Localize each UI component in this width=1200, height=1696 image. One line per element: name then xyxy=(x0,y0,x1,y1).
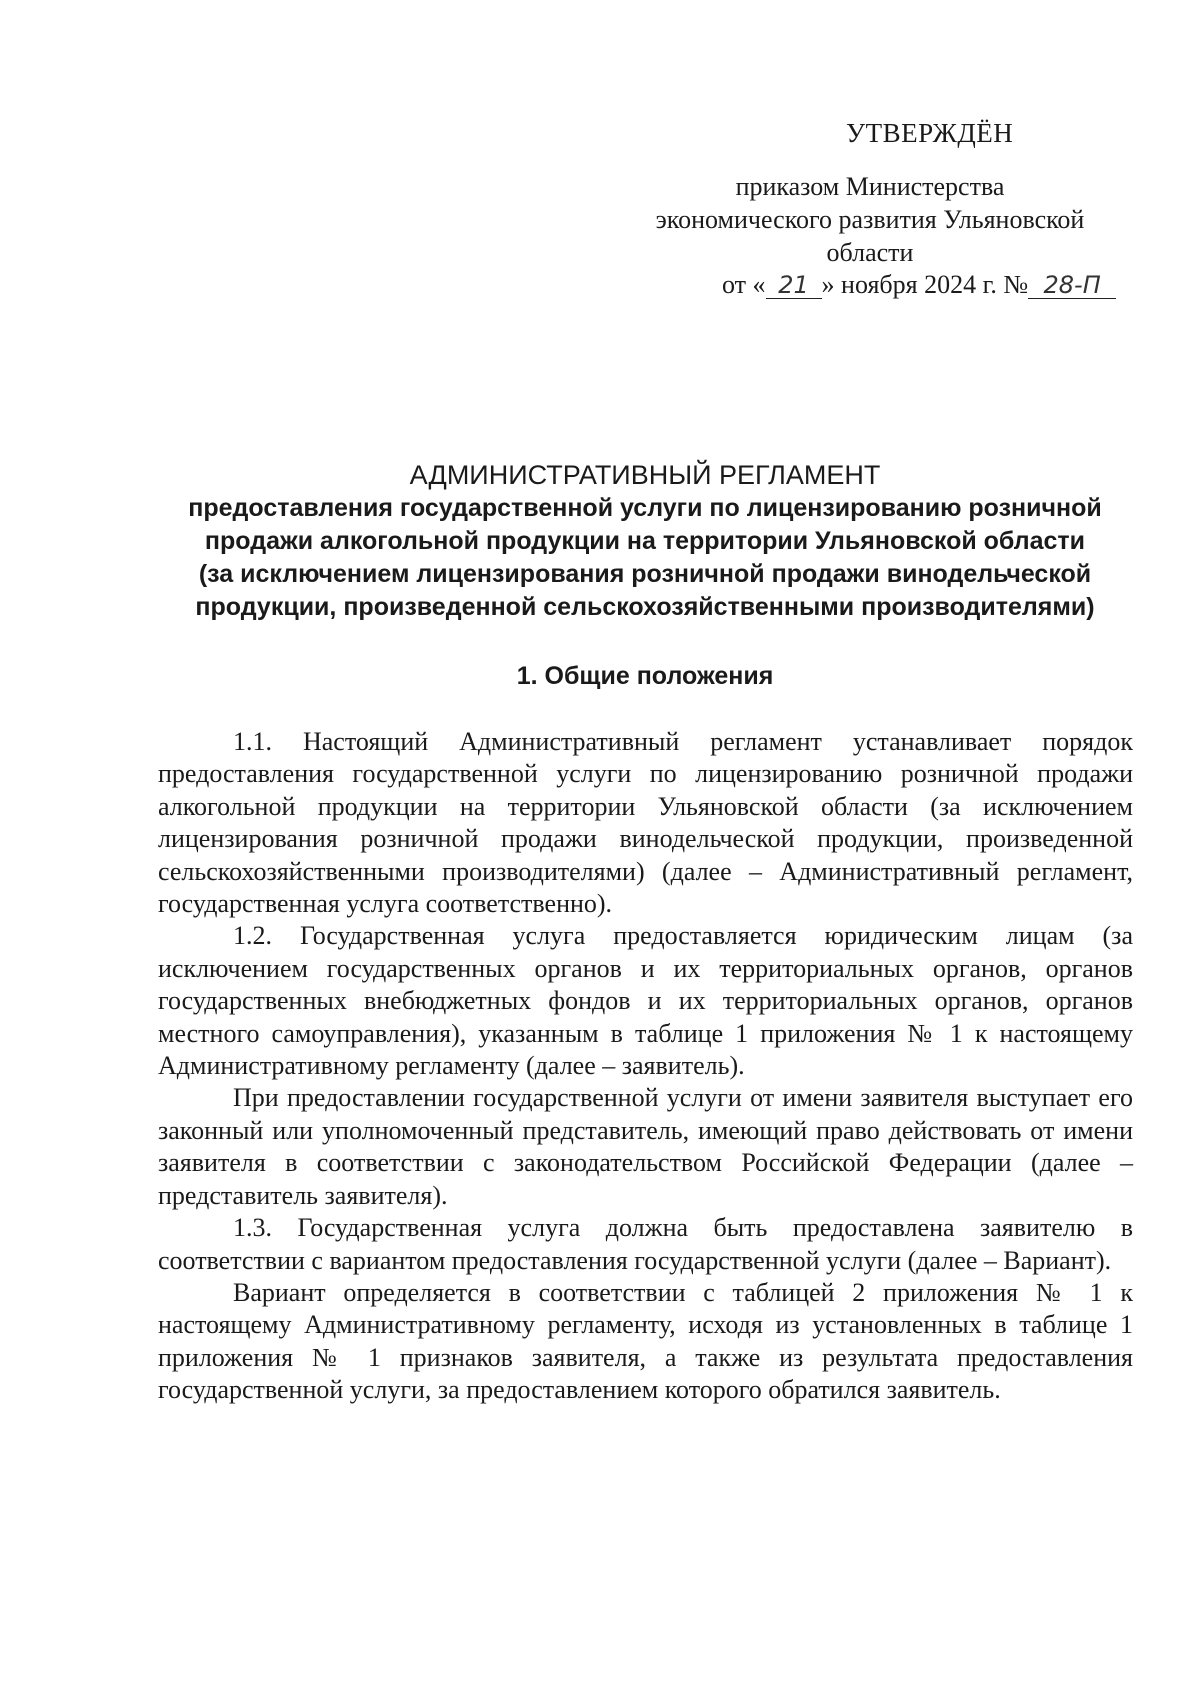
approval-order-line: экономического развития Ульяновской xyxy=(655,205,1085,234)
document-body xyxy=(158,726,1133,1407)
paragraph: При предоставлении государственной услуги от имени заявителя выступает его законный или уполномоченный представитель, имеющий право действовать от имени заявителя в соответствии с законодательством Российской Федерации (далее – представитель заявителя). xyxy=(158,1083,1133,1210)
document-title-block xyxy=(160,458,1130,624)
paragraph: 1.3. Государственная услуга должна быть предоставлена заявителю в соответствии с вариантом предоставления государственной услуги (далее – Вариант). xyxy=(158,1213,1133,1275)
approval-order-text xyxy=(600,170,1140,269)
order-date-line xyxy=(722,270,1116,300)
paragraph: 1.1. Настоящий Административный регламент устанавливает порядок предоставления государственной услуги по лицензированию розничной продажи алкогольной продукции на территории Ульяновской области (за исключением лицензирования розничной продажи винодельческой продукции, произведенной сельскохозяйственными производителями) (далее – Административный регламент, государственная услуга соответственно). xyxy=(158,727,1133,919)
handwritten-order-number: 28-П xyxy=(1028,272,1116,299)
document-subtitle xyxy=(160,492,1130,624)
date-prefix: от « xyxy=(722,270,766,299)
subtitle-line: предоставления государственной услуги по лицензированию розничной xyxy=(188,494,1102,522)
section-heading: 1. Общие положения xyxy=(516,662,774,690)
approval-order-line: приказом Министерства xyxy=(735,172,1005,201)
subtitle-line: (за исключением лицензирования розничной продажи винодельческой xyxy=(198,560,1092,588)
handwritten-day: 21 xyxy=(766,272,822,299)
date-middle: » ноября 2024 г. № xyxy=(821,270,1029,299)
subtitle-line: продажи алкогольной продукции на территории Ульяновской области xyxy=(204,527,1086,555)
approval-order-line: области xyxy=(826,238,914,267)
paragraph: Вариант определяется в соответствии с таблицей 2 приложения № 1 к настоящему Административному регламенту, исходя из установленных в таблице 1 приложения № 1 признаков заявителя, а также из результата предоставления государственной услуги, за предоставлением которого обратился заявитель. xyxy=(158,1277,1133,1405)
document-title: АДМИНИСТРАТИВНЫЙ РЕГЛАМЕНТ xyxy=(409,460,881,490)
subtitle-line: продукции, произведенной сельскохозяйственными производителями) xyxy=(195,593,1095,621)
paragraph: 1.2. Государственная услуга предоставляется юридическим лицам (за исключением государственных органов и их территориальных органов, органов государственных внебюджетных фондов и их территориальных органов, органов местного самоуправления), указанным в таблице 1 приложения № 1 к настоящему Административному регламенту (далее – заявитель). xyxy=(158,921,1133,1081)
approval-heading: УТВЕРЖДЁН xyxy=(846,118,1014,148)
